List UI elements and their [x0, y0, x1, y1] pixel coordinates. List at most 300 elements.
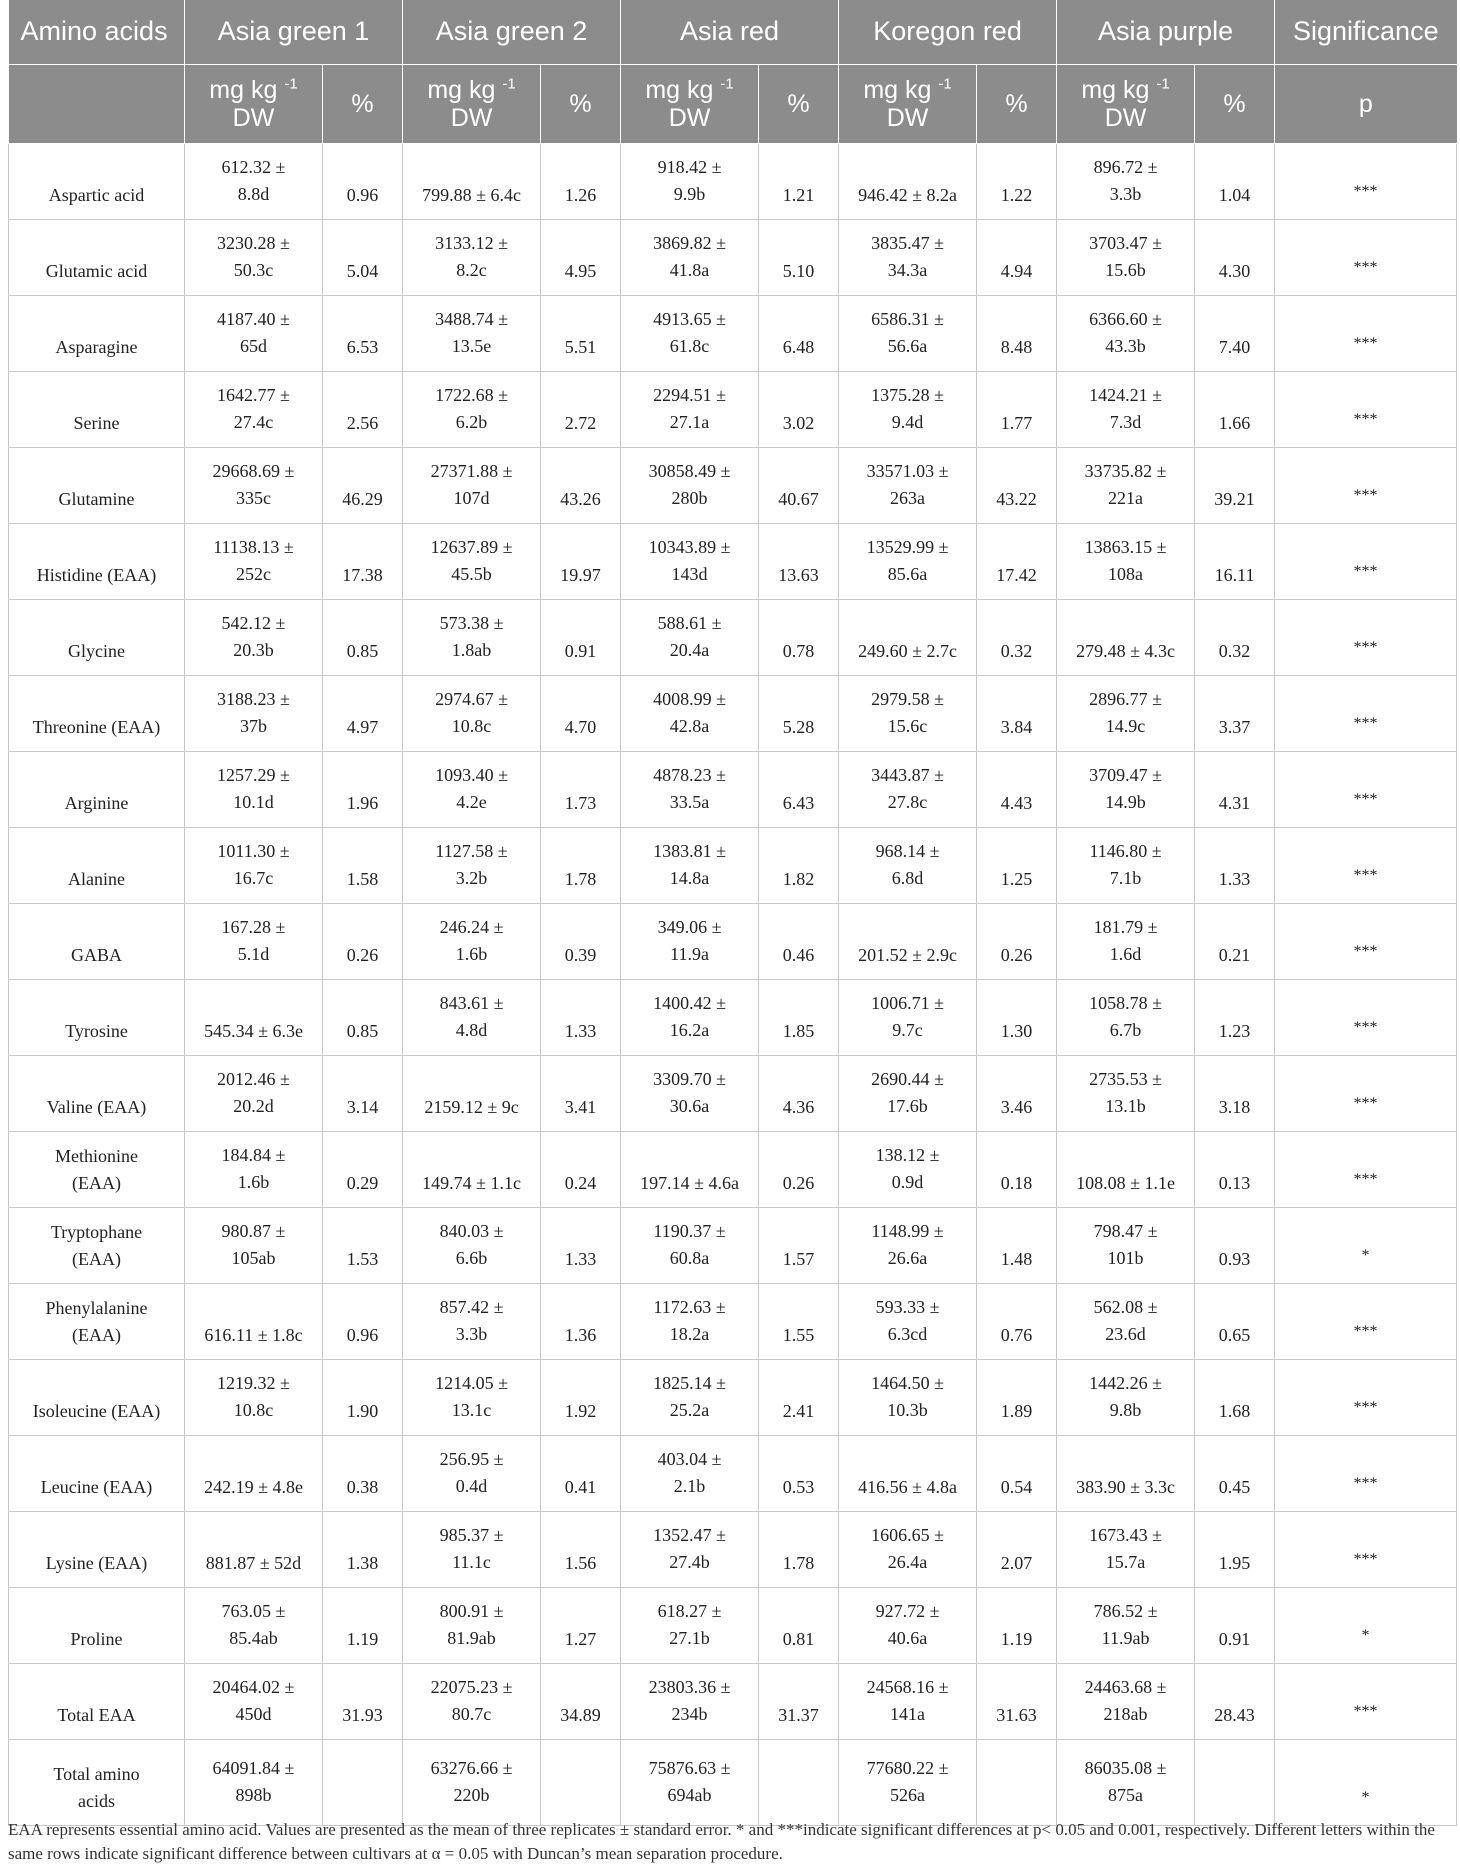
value-line: 280b — [671, 488, 708, 508]
amino-acid-name-line: Glutamine — [58, 488, 135, 509]
value-line: 349.06 ± — [657, 917, 722, 937]
value-line: 7.1b — [1109, 868, 1142, 888]
table-row — [9, 447, 1457, 523]
header-unit-mg-kg-dw — [839, 64, 977, 143]
value-percent: 2.56 — [323, 371, 403, 447]
value-percent: 0.26 — [977, 903, 1057, 979]
value-line: 2979.58 ± — [871, 689, 944, 709]
value-mg-kg — [185, 1663, 323, 1739]
amino-acid-name — [9, 599, 185, 675]
value-mg-kg — [1057, 1283, 1195, 1359]
value-mg-kg — [185, 371, 323, 447]
value-percent: 4.36 — [759, 1055, 839, 1131]
value-line: 1400.42 ± — [653, 993, 726, 1013]
amino-acid-name — [9, 295, 185, 371]
value-line: 3488.74 ± — [435, 309, 508, 329]
value-mg-kg — [621, 371, 759, 447]
amino-acid-name — [9, 447, 185, 523]
amino-acid-name — [9, 1663, 185, 1739]
value-line: 13.1c — [451, 1400, 492, 1420]
value-mg-kg — [839, 1131, 977, 1207]
unit-exponent: -1 — [502, 75, 516, 93]
table-body — [9, 143, 1457, 1825]
value-percent: 5.04 — [323, 219, 403, 295]
table-header — [9, 0, 1457, 143]
amino-acid-name — [9, 1587, 185, 1663]
value-line: 2.1b — [673, 1476, 706, 1496]
value-percent: 3.02 — [759, 371, 839, 447]
value-line: 20.3b — [233, 640, 274, 660]
value-mg-kg — [403, 1511, 541, 1587]
value-percent: 28.43 — [1195, 1663, 1275, 1739]
value-line: 23803.36 ± — [648, 1677, 731, 1697]
value-line: 1375.28 ± — [871, 385, 944, 405]
value-mg-kg — [1057, 1435, 1195, 1511]
value-line: 542.12 ± — [221, 613, 286, 633]
amino-acid-name-line: Valine (EAA) — [46, 1096, 147, 1117]
value-mg-kg — [185, 1587, 323, 1663]
unit-base: mg kg — [645, 75, 714, 104]
value-line: 3709.47 ± — [1089, 765, 1162, 785]
significance-mark: *** — [1275, 1055, 1457, 1131]
value-mg-kg — [1057, 143, 1195, 219]
value-percent: 0.13 — [1195, 1131, 1275, 1207]
header-cultivar-asia-purple: Asia purple — [1057, 0, 1275, 64]
value-line: 3443.87 ± — [871, 765, 944, 785]
value-line: 588.61 ± — [657, 613, 722, 633]
value-line: 13529.99 ± — [866, 537, 949, 557]
value-mg-kg — [839, 827, 977, 903]
value-line: 3.3b — [1109, 184, 1142, 204]
value-line: 1424.21 ± — [1089, 385, 1162, 405]
value-line: 11.9ab — [1101, 1628, 1150, 1648]
value-percent: 43.26 — [541, 447, 621, 523]
value-percent: 5.10 — [759, 219, 839, 295]
value-line: 20.4a — [669, 640, 710, 660]
value-line: 42.8a — [669, 716, 710, 736]
value-line: 10.8c — [233, 1400, 274, 1420]
value-percent: 1.23 — [1195, 979, 1275, 1055]
value-percent: 1.22 — [977, 143, 1057, 219]
value-line: 545.34 ± 6.3e — [204, 1020, 303, 1041]
value-percent: 1.19 — [323, 1587, 403, 1663]
amino-acid-name-line: Arginine — [64, 792, 129, 813]
value-line: 1352.47 ± — [653, 1525, 726, 1545]
unit-exponent: -1 — [284, 75, 298, 93]
value-line: 75876.63 ± — [648, 1758, 731, 1778]
amino-acid-name — [9, 1511, 185, 1587]
value-percent: 1.04 — [1195, 143, 1275, 219]
value-percent: 0.96 — [323, 143, 403, 219]
value-line: 416.56 ± 4.8a — [858, 1476, 957, 1497]
amino-acid-name-line: Methionine — [55, 1145, 138, 1166]
value-percent: 1.33 — [541, 1207, 621, 1283]
value-mg-kg — [1057, 1739, 1195, 1825]
value-mg-kg — [185, 1207, 323, 1283]
value-mg-kg — [621, 143, 759, 219]
value-line: 20.2d — [233, 1096, 274, 1116]
significance-mark: *** — [1275, 1359, 1457, 1435]
value-line: 2896.77 ± — [1089, 689, 1162, 709]
value-line: 1257.29 ± — [217, 765, 290, 785]
value-percent: 2.72 — [541, 371, 621, 447]
value-percent: 0.54 — [977, 1435, 1057, 1511]
value-line: 450d — [235, 1704, 272, 1724]
significance-mark: *** — [1275, 1663, 1457, 1739]
value-line: 1172.63 ± — [653, 1297, 726, 1317]
value-line: 1.6b — [455, 944, 488, 964]
unit-base: mg kg — [427, 75, 496, 104]
value-line: 80.7c — [451, 1704, 492, 1724]
value-line: 3.3b — [455, 1324, 488, 1344]
value-percent: 0.32 — [1195, 599, 1275, 675]
amino-acid-name-line: Total amino — [53, 1763, 140, 1784]
value-percent: 0.29 — [323, 1131, 403, 1207]
value-mg-kg — [621, 219, 759, 295]
amino-acid-name-line: (EAA) — [72, 1324, 121, 1345]
value-line: 1464.50 ± — [871, 1373, 944, 1393]
value-line: 3869.82 ± — [653, 233, 726, 253]
value-line: 946.42 ± 8.2a — [858, 184, 957, 205]
value-line: 0.4d — [455, 1476, 488, 1496]
unit-base: mg kg — [863, 75, 932, 104]
value-mg-kg — [403, 751, 541, 827]
value-line: 927.72 ± — [875, 1601, 940, 1621]
value-mg-kg — [185, 219, 323, 295]
value-line: 12637.89 ± — [430, 537, 513, 557]
header-unit-percent: % — [759, 64, 839, 143]
value-percent: 5.28 — [759, 675, 839, 751]
value-line: 1058.78 ± — [1089, 993, 1162, 1013]
significance-mark: *** — [1275, 1131, 1457, 1207]
significance-mark: *** — [1275, 979, 1457, 1055]
value-percent: 1.58 — [323, 827, 403, 903]
value-mg-kg — [621, 1739, 759, 1825]
value-line: 3133.12 ± — [435, 233, 508, 253]
header-empty — [9, 64, 185, 143]
amino-acid-name — [9, 371, 185, 447]
table-row — [9, 1207, 1457, 1283]
value-mg-kg — [185, 979, 323, 1055]
value-line: 11138.13 ± — [213, 537, 294, 557]
unit-dw: DW — [1104, 103, 1147, 132]
value-line: 857.42 ± — [439, 1297, 504, 1317]
value-line: 694ab — [667, 1785, 712, 1805]
value-line: 108a — [1108, 564, 1144, 584]
value-mg-kg — [1057, 903, 1195, 979]
value-percent: 0.46 — [759, 903, 839, 979]
value-mg-kg — [185, 1131, 323, 1207]
value-line: 798.47 ± — [1093, 1221, 1158, 1241]
value-line: 65d — [240, 336, 267, 356]
value-percent: 4.70 — [541, 675, 621, 751]
value-line: 6.6b — [455, 1248, 488, 1268]
value-line: 138.12 ± — [875, 1145, 940, 1165]
amino-acid-name — [9, 751, 185, 827]
amino-acid-name-line: Isoleucine (EAA) — [32, 1400, 161, 1421]
value-line: 16.2a — [669, 1020, 710, 1040]
value-line: 29668.69 ± — [212, 461, 295, 481]
value-percent: 43.22 — [977, 447, 1057, 523]
value-percent: 4.31 — [1195, 751, 1275, 827]
value-percent: 6.43 — [759, 751, 839, 827]
value-line: 27.8c — [887, 792, 928, 812]
value-line: 64091.84 ± — [212, 1758, 295, 1778]
table-row — [9, 143, 1457, 219]
value-percent: 0.53 — [759, 1435, 839, 1511]
table-row — [9, 979, 1457, 1055]
amino-acid-name — [9, 903, 185, 979]
value-line: 167.28 ± — [221, 917, 286, 937]
value-percent: 0.93 — [1195, 1207, 1275, 1283]
value-line: 6.2b — [455, 412, 488, 432]
value-line: 30.6a — [669, 1096, 710, 1116]
value-mg-kg — [621, 1055, 759, 1131]
amino-acid-name-line: Aspartic acid — [48, 184, 145, 205]
value-mg-kg — [839, 1587, 977, 1663]
value-percent: 4.30 — [1195, 219, 1275, 295]
amino-acid-name — [9, 1359, 185, 1435]
value-line: 143d — [671, 564, 708, 584]
amino-acid-name-line: Leucine (EAA) — [40, 1476, 153, 1497]
value-line: 15.6c — [887, 716, 928, 736]
table-row — [9, 1587, 1457, 1663]
table-row — [9, 1055, 1457, 1131]
value-mg-kg — [839, 1055, 977, 1131]
value-mg-kg — [403, 143, 541, 219]
value-mg-kg — [1057, 523, 1195, 599]
value-line: 616.11 ± 1.8c — [204, 1324, 303, 1345]
value-mg-kg — [1057, 599, 1195, 675]
value-percent: 19.97 — [541, 523, 621, 599]
value-line: 85.6a — [887, 564, 928, 584]
value-line: 1093.40 ± — [435, 765, 508, 785]
value-percent: 0.26 — [323, 903, 403, 979]
amino-acid-name-line: Tryptophane — [50, 1221, 143, 1242]
amino-acid-name-line: Histidine (EAA) — [36, 564, 157, 585]
value-line: 2012.46 ± — [217, 1069, 290, 1089]
value-mg-kg — [403, 523, 541, 599]
value-line: 800.91 ± — [439, 1601, 504, 1621]
value-line: 985.37 ± — [439, 1525, 504, 1545]
amino-acid-name — [9, 219, 185, 295]
amino-acid-name — [9, 675, 185, 751]
value-mg-kg — [839, 1359, 977, 1435]
value-line: 141a — [890, 1704, 926, 1724]
value-mg-kg — [839, 523, 977, 599]
significance-mark: *** — [1275, 599, 1457, 675]
value-mg-kg — [403, 1131, 541, 1207]
significance-mark: *** — [1275, 751, 1457, 827]
unit-exponent: -1 — [1156, 75, 1170, 93]
value-mg-kg — [839, 1663, 977, 1739]
table-row — [9, 751, 1457, 827]
value-line: 9.8b — [1109, 1400, 1142, 1420]
value-mg-kg — [403, 295, 541, 371]
value-line: 4.2e — [456, 792, 487, 812]
value-line: 13.5e — [451, 336, 492, 356]
value-percent: 8.48 — [977, 295, 1057, 371]
header-unit-percent: % — [977, 64, 1057, 143]
value-mg-kg — [403, 1663, 541, 1739]
value-line: 149.74 ± 1.1c — [422, 1172, 521, 1193]
value-line: 10.3b — [887, 1400, 928, 1420]
value-line: 403.04 ± — [657, 1449, 722, 1469]
value-line: 918.42 ± — [657, 157, 722, 177]
value-mg-kg — [839, 675, 977, 751]
value-percent: 13.63 — [759, 523, 839, 599]
value-percent: 0.96 — [323, 1283, 403, 1359]
value-percent — [541, 1739, 621, 1825]
header-unit-mg-kg-dw — [1057, 64, 1195, 143]
value-line: 14.8a — [669, 868, 710, 888]
value-line: 898b — [235, 1785, 272, 1805]
value-mg-kg — [185, 827, 323, 903]
value-line: 1606.65 ± — [871, 1525, 944, 1545]
table-row — [9, 675, 1457, 751]
value-mg-kg — [185, 903, 323, 979]
value-mg-kg — [403, 1587, 541, 1663]
value-line: 27371.88 ± — [430, 461, 513, 481]
value-line: 86035.08 ± — [1084, 1758, 1167, 1778]
value-line: 2294.51 ± — [653, 385, 726, 405]
value-mg-kg — [403, 371, 541, 447]
value-line: 1146.80 ± — [1089, 841, 1162, 861]
value-line: 9.9b — [673, 184, 706, 204]
value-line: 1722.68 ± — [435, 385, 508, 405]
value-line: 33571.03 ± — [866, 461, 949, 481]
amino-acid-table-container — [8, 0, 1456, 1826]
table-row — [9, 903, 1457, 979]
value-line: 2690.44 ± — [871, 1069, 944, 1089]
value-mg-kg — [403, 1435, 541, 1511]
value-line: 218ab — [1103, 1704, 1148, 1724]
value-percent: 2.07 — [977, 1511, 1057, 1587]
value-percent: 1.78 — [759, 1511, 839, 1587]
value-line: 30858.49 ± — [648, 461, 731, 481]
value-mg-kg — [185, 675, 323, 751]
value-mg-kg — [403, 675, 541, 751]
unit-exponent: -1 — [938, 75, 952, 93]
value-percent: 0.38 — [323, 1435, 403, 1511]
value-line: 562.08 ± — [1093, 1297, 1158, 1317]
amino-acid-name-line: Alanine — [68, 868, 125, 889]
value-line: 197.14 ± 4.6a — [640, 1172, 739, 1193]
value-line: 34.3a — [887, 260, 928, 280]
value-line: 383.90 ± 3.3c — [1076, 1476, 1175, 1497]
value-line: 23.6d — [1105, 1324, 1146, 1344]
value-line: 81.9ab — [447, 1628, 496, 1648]
value-line: 18.2a — [669, 1324, 710, 1344]
value-mg-kg — [1057, 751, 1195, 827]
value-percent: 0.65 — [1195, 1283, 1275, 1359]
value-line: 14.9b — [1105, 792, 1146, 812]
value-line: 246.24 ± — [439, 917, 504, 937]
value-line: 26.4a — [887, 1552, 928, 1572]
value-line: 763.05 ± — [221, 1601, 286, 1621]
value-line: 279.48 ± 4.3c — [1076, 640, 1175, 661]
value-percent: 0.91 — [1195, 1587, 1275, 1663]
value-percent: 4.43 — [977, 751, 1057, 827]
value-line: 41.8a — [669, 260, 710, 280]
value-line: 3835.47 ± — [871, 233, 944, 253]
value-line: 105ab — [231, 1248, 276, 1268]
header-unit-mg-kg-dw — [403, 64, 541, 143]
header-unit-mg-kg-dw — [621, 64, 759, 143]
amino-acid-name-line: (EAA) — [72, 1172, 121, 1193]
value-line: 37b — [240, 716, 267, 736]
unit-dw: DW — [668, 103, 711, 132]
value-percent: 4.95 — [541, 219, 621, 295]
value-line: 11.1c — [452, 1552, 491, 1572]
value-line: 1011.30 ± — [217, 841, 290, 861]
value-line: 1006.71 ± — [871, 993, 944, 1013]
value-line: 896.72 ± — [1093, 157, 1158, 177]
value-line: 11.9a — [670, 944, 709, 964]
value-mg-kg — [839, 1511, 977, 1587]
table-row — [9, 1511, 1457, 1587]
value-percent: 1.90 — [323, 1359, 403, 1435]
value-line: 1.6d — [1109, 944, 1142, 964]
value-line: 3230.28 ± — [217, 233, 290, 253]
value-line: 1825.14 ± — [653, 1373, 726, 1393]
value-percent: 39.21 — [1195, 447, 1275, 523]
value-line: 840.03 ± — [439, 1221, 504, 1241]
value-mg-kg — [185, 1283, 323, 1359]
value-mg-kg — [403, 979, 541, 1055]
value-line: 6.7b — [1109, 1020, 1142, 1040]
amino-acid-name — [9, 1131, 185, 1207]
value-mg-kg — [839, 371, 977, 447]
value-mg-kg — [839, 1283, 977, 1359]
value-percent: 0.41 — [541, 1435, 621, 1511]
value-mg-kg — [403, 1207, 541, 1283]
value-percent: 1.53 — [323, 1207, 403, 1283]
value-percent: 1.33 — [1195, 827, 1275, 903]
value-line: 4878.23 ± — [653, 765, 726, 785]
value-percent — [323, 1739, 403, 1825]
significance-mark: * — [1275, 1739, 1457, 1825]
value-mg-kg — [621, 1283, 759, 1359]
value-percent: 1.78 — [541, 827, 621, 903]
value-mg-kg — [403, 903, 541, 979]
table-row — [9, 1283, 1457, 1359]
value-line: 1673.43 ± — [1089, 1525, 1162, 1545]
significance-mark: *** — [1275, 523, 1457, 599]
value-line: 5.1d — [237, 944, 270, 964]
value-mg-kg — [1057, 827, 1195, 903]
value-line: 27.1b — [669, 1628, 710, 1648]
value-line: 875a — [1108, 1785, 1144, 1805]
unit-exponent: -1 — [720, 75, 734, 93]
value-percent: 40.67 — [759, 447, 839, 523]
value-percent: 31.63 — [977, 1663, 1057, 1739]
value-line: 4187.40 ± — [217, 309, 290, 329]
value-percent: 1.89 — [977, 1359, 1057, 1435]
header-cultivar-asia-green-2: Asia green 2 — [403, 0, 621, 64]
value-mg-kg — [1057, 1663, 1195, 1739]
value-line: 33735.82 ± — [1084, 461, 1167, 481]
value-mg-kg — [185, 447, 323, 523]
value-line: 6.8d — [891, 868, 924, 888]
value-mg-kg — [621, 675, 759, 751]
value-percent: 0.91 — [541, 599, 621, 675]
value-mg-kg — [185, 751, 323, 827]
value-mg-kg — [1057, 1359, 1195, 1435]
amino-acid-name — [9, 1055, 185, 1131]
value-mg-kg — [839, 979, 977, 1055]
value-mg-kg — [185, 1055, 323, 1131]
